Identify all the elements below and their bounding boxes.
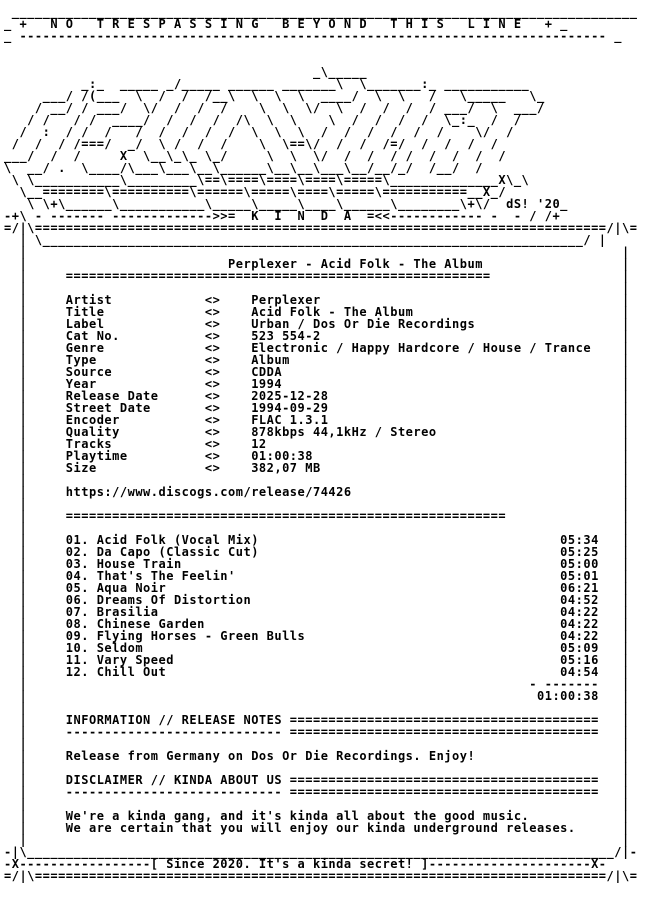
logo-art-line: / / / / ____/ / / / /\ \ \ \ / / / / \_:_ / / [4, 113, 522, 127]
logo-art-line: -+\ - ------- ------------->>= K I N D A =<<------------ - - / /+ [4, 209, 561, 223]
frame-blank: | | [4, 833, 630, 847]
detail-row-type: | Type <> Album | [4, 353, 630, 367]
frame-blank: | | [4, 521, 630, 535]
detail-row-encoder: | Encoder <> FLAC 1.3.1 | [4, 413, 630, 427]
banner-line: _ + N O T R E S P A S S I N G B E Y O N D T H I S L I N E + _ [4, 17, 568, 31]
header-rule: | ======================================================= | [4, 269, 630, 283]
track-row: | 06. Dreams Of Distortion 04:52 | [4, 593, 630, 607]
frame-blank: | | [4, 281, 630, 295]
frame-blank: | | [4, 701, 630, 715]
frame-blank: | | [4, 761, 630, 775]
section-divider: | ========================================================= | [4, 509, 630, 523]
info-text: | Release from Germany on Dos Or Die Recordings. Enjoy! | [4, 749, 630, 763]
total-playtime: | 01:00:38 | [4, 689, 630, 703]
info-heading: | INFORMATION // RELEASE NOTES ======================================== | [4, 713, 630, 727]
detail-row-street-date: | Street Date <> 1994-09-29 | [4, 401, 630, 415]
frame-blank: | | [4, 497, 630, 511]
nfo-document [4, 6, 637, 882]
frame-blank: | | [4, 245, 630, 259]
detail-row-quality: | Quality <> 878kbps 44,1kHz / Stereo | [4, 425, 630, 439]
logo-art-line: \ \+\______\___________\_____\_____\____\______\________\+\/ dS! '20_ [4, 197, 568, 211]
track-row: | 05. Aqua Noir 06:21 | [4, 581, 630, 595]
logo-art-line: / : / / / / / / / / \ \ \ / / / / / / \/ / [4, 125, 514, 139]
banner-line: _ ---------------------------------------------------------------------------- _ [4, 29, 622, 43]
disclaimer-heading-underline: | ---------------------------- ======================================== | [4, 785, 630, 799]
footer-tagline: -X-----------------[ Since 2020. It's a kinda secret! ]---------------------X- [4, 857, 607, 871]
logo-art-line: ___/ / / X \__\_\_ \_/ \ \ \/ / / / / / / / / [4, 149, 507, 163]
track-row: | 11. Vary Speed 05:16 | [4, 653, 630, 667]
logo-art-line: / __/ / ___/ \/ / / / \ \ \/ \ / / / / ___/ \ ___/ [4, 101, 545, 115]
logo-art-line: _:_ _____ _/_____ ______ _______\ \_______:_ ___________ [4, 77, 530, 91]
track-row: | 12. Chill Out 04:54 | [4, 665, 630, 679]
logo-art-line [4, 42, 637, 54]
track-row: | 10. Seldom 05:09 | [4, 641, 630, 655]
logo-art-line: \ __/ . \____/\___\___\__\______\__\__\___\__/__/_/ /__/ / [4, 161, 483, 175]
detail-row-tracks: | Tracks <> 12 | [4, 437, 630, 451]
disclaimer-line-1: | We're a kinda gang, and it's kinda all about the good music. | [4, 809, 630, 823]
detail-row-genre: | Genre <> Electronic / Happy Hardcore / House / Trance | [4, 341, 630, 355]
track-row: | 08. Chinese Garden 04:22 | [4, 617, 630, 631]
track-row: | 03. House Train 05:00 | [4, 557, 630, 571]
detail-row-source: | Source <> CDDA | [4, 365, 630, 379]
detail-row-cat-no: | Cat No. <> 523 554-2 | [4, 329, 630, 343]
total-rule: | - ------- | [4, 677, 630, 691]
detail-row-playtime: | Playtime <> 01:00:38 | [4, 449, 630, 463]
logo-art-line: / / / /===/ _/ \ / / / \ \==\/ / / /=/ / / / / [4, 137, 499, 151]
detail-row-label: | Label <> Urban / Dos Or Die Recordings | [4, 317, 630, 331]
logo-art-line: ___/ /(___ \ / / /__\ \ \ \ ____/ \ \ / \_____ \_ [4, 89, 545, 103]
frame-blank: | | [4, 473, 630, 487]
detail-row-year: | Year <> 1994 | [4, 377, 630, 391]
info-heading-underline: | ---------------------------- ======================================== | [4, 725, 630, 739]
track-row: | 02. Da Capo (Classic Cut) 05:25 | [4, 545, 630, 559]
track-row: | 04. That's The Feelin' 05:01 | [4, 569, 630, 583]
disclaimer-line-2: | We are certain that you will enjoy our kinda underground releases. | [4, 821, 630, 835]
release-title: | Perplexer - Acid Folk - The Album | [4, 257, 630, 271]
logo-art-line: \ \___________\_________\==\====\====\====\=====\______________X\_\ [4, 173, 530, 187]
banner-line: _________________________________________________________________________________ [4, 5, 638, 19]
logo-art-line: \__========\==========\======\=====\====\=====\===========__X_/ [4, 185, 507, 199]
frame-bottom-border: -|\____________________________________________________________________________/|- [4, 845, 638, 859]
track-row: | 09. Flying Horses - Green Bulls 04:22 | [4, 629, 630, 643]
track-row: | 07. Brasilia 04:22 | [4, 605, 630, 619]
frame-blank: | | [4, 737, 630, 751]
detail-row-release-date: | Release Date <> 2025-12-28 | [4, 389, 630, 403]
detail-row-artist: | Artist <> Perplexer | [4, 293, 630, 307]
frame-border: =/|\==========================================================================/|\= [4, 221, 638, 235]
frame-blank: | | [4, 797, 630, 811]
frame-border: | \______________________________________________________________________/ | [4, 233, 607, 247]
detail-row-title: | Title <> Acid Folk - The Album | [4, 305, 630, 319]
disclaimer-heading: | DISCLAIMER // KINDA ABOUT US ======================================== | [4, 773, 630, 787]
frame-bottom-rule: =/|\==========================================================================/|\= [4, 869, 638, 883]
track-row: | 01. Acid Folk (Vocal Mix) 05:34 | [4, 533, 630, 547]
detail-row-size: | Size <> 382,07 MB | [4, 461, 630, 475]
discogs-link[interactable]: | https://www.discogs.com/release/74426 | [4, 485, 630, 499]
logo-art-line: _\_____ [4, 65, 368, 79]
